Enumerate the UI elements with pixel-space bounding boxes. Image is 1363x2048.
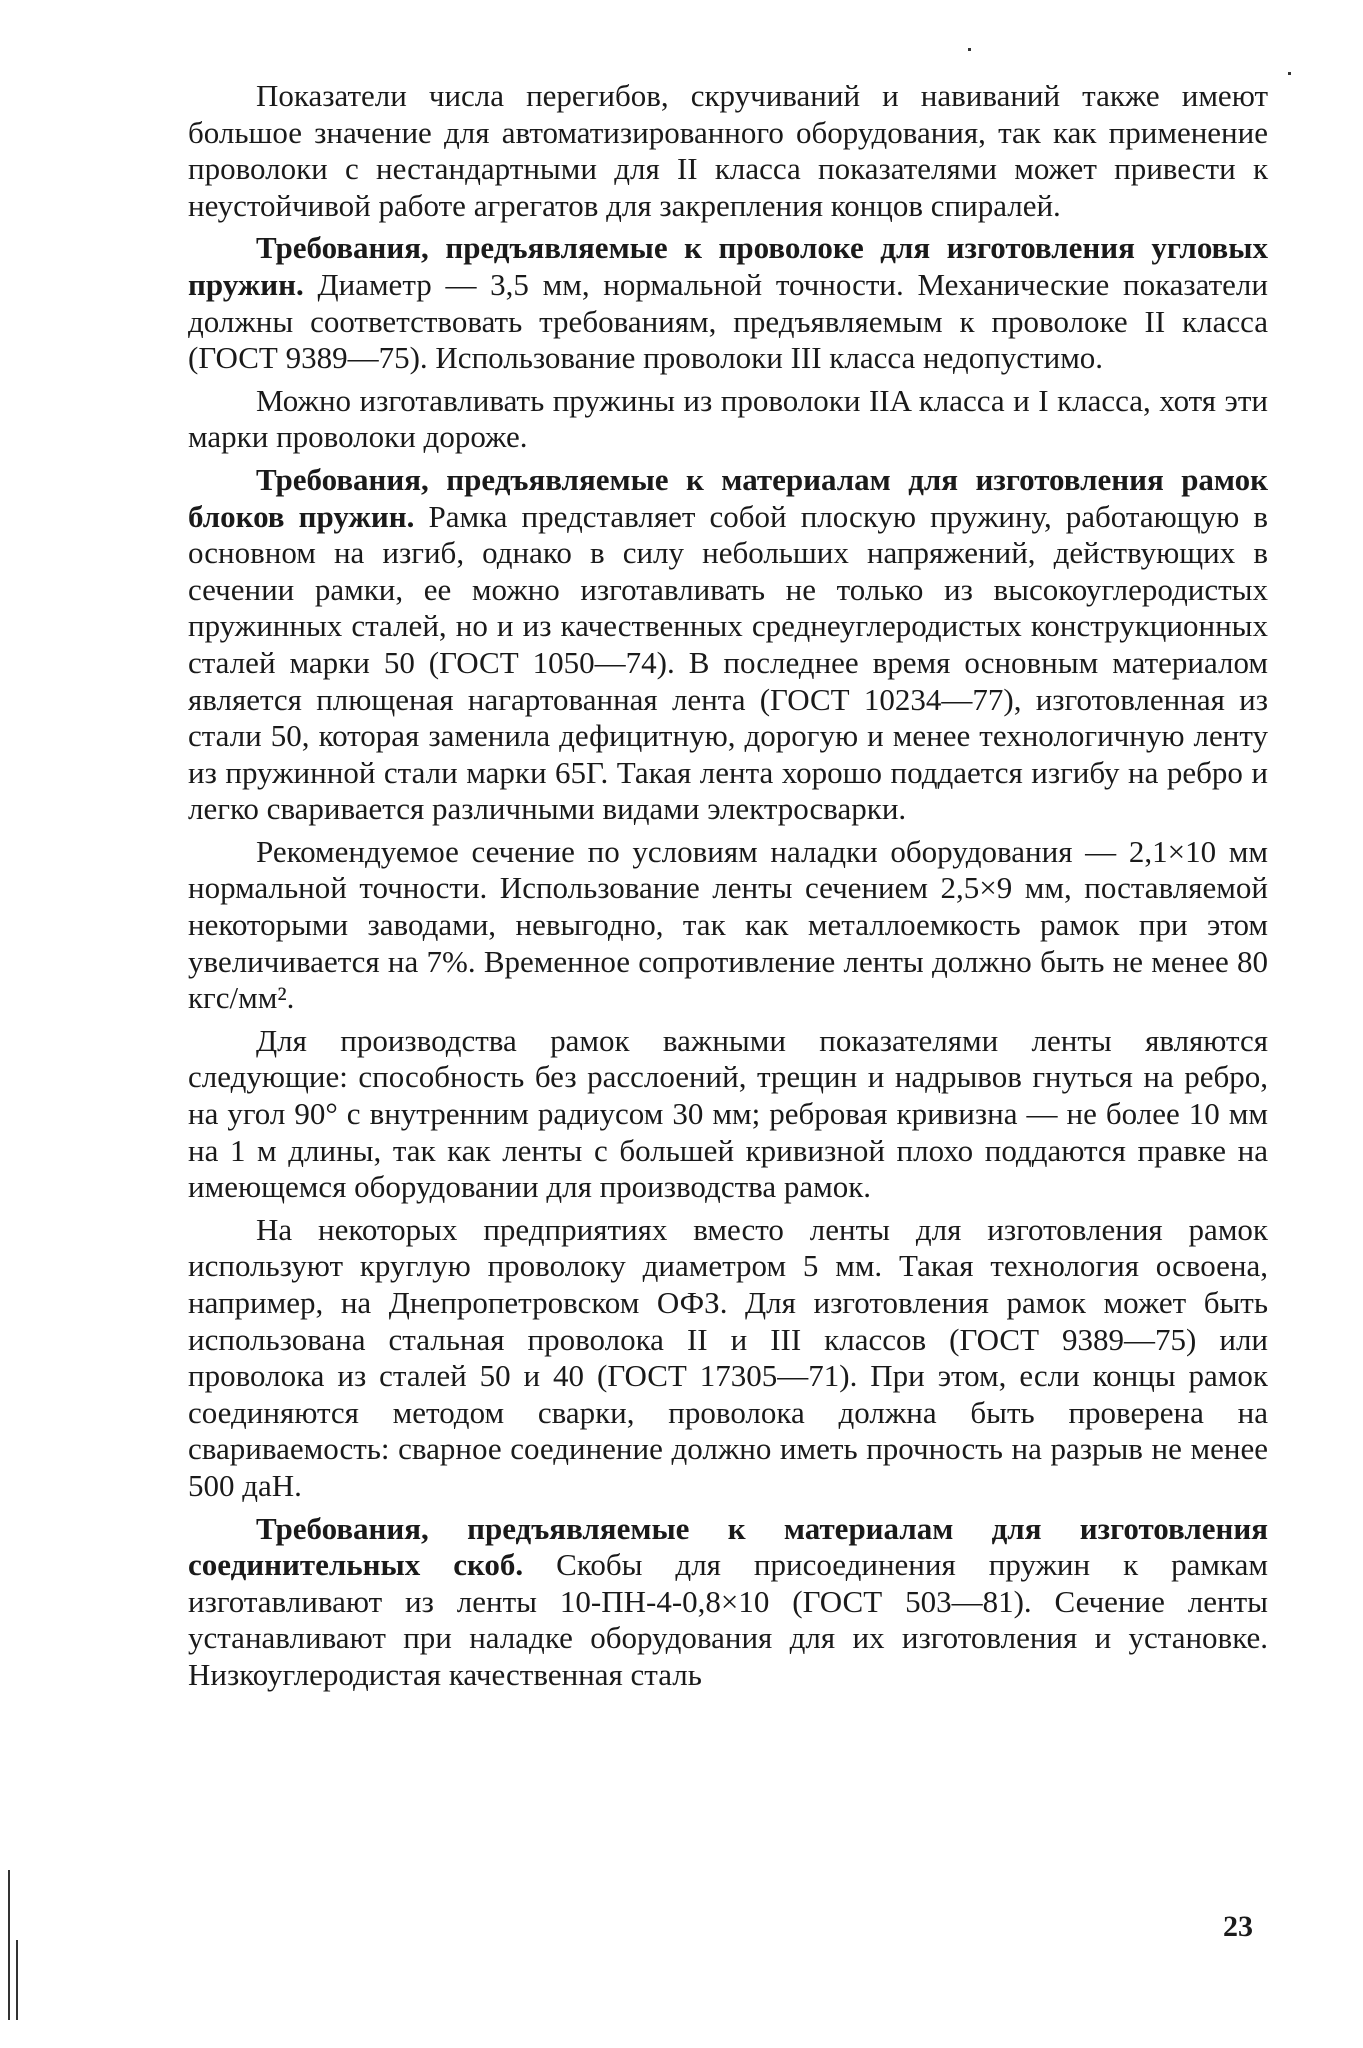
scan-margin-line: [16, 1940, 18, 2020]
paragraph-4-body: Рамка представляет собой плоскую пружину, работающую в основном на изгиб, однако в силу небольших напряжений, действующих в сечении рамки, ее можно изготавливать не только из высокоуглеродистых пружинных сталей, но и из качественных среднеуглеродистых конструкционных сталей марки 50 (ГОСТ 1050—74). В последнее время основным материалом является плющеная нагартованная лента (ГОСТ 10234—77), изготовленная из стали 50, которая заменила дефицитную, дорогую и менее технологичную ленту из пружинной стали марки 65Г. Такая лента хорошо поддается изгибу на ребро и легко сваривается различными видами электросварки.: [188, 498, 1268, 827]
paragraph-1: [188, 78, 1268, 224]
text-column: [188, 78, 1268, 1700]
paragraph-6: [188, 1023, 1268, 1206]
paragraph-6-body: Для производства рамок важными показателями ленты являются следующие: способность без расслоений, трещин и надрывов гнуться на ребро, на угол 90° с внутренним радиусом 30 мм; ребровая кривизна — не более 10 мм на 1 м длины, так как ленты с большей кривизной плохо поддаются правке на имеющемся оборудовании для производства рамок.: [188, 1022, 1268, 1205]
paragraph-8-body: Скобы для присоединения пружин к рамкам изготавливают из ленты 10-ПН-4-0,8×10 (ГОСТ 503—81). Сечение ленты устанавливают при наладке оборудования для их изготовления и установке. Низкоуглеродистая качественная сталь: [188, 1547, 1268, 1692]
paragraph-3: [188, 383, 1268, 456]
paragraph-1-body: Показатели числа перегибов, скручиваний и навиваний также имеют большое значение для автоматизированного оборудования, так как применение проволоки с нестандартными для II класса показателями может привести к неустойчивой работе агрегатов для закрепления концов спиралей.: [188, 78, 1268, 223]
paragraph-5: [188, 834, 1268, 1017]
scan-speck: [1288, 72, 1291, 75]
paragraph-7: [188, 1212, 1268, 1505]
paragraph-8: [188, 1511, 1268, 1694]
paragraph-7-body: На некоторых предприятиях вместо ленты для изготовления рамок используют круглую проволоку диаметром 5 мм. Такая технология освоена, например, на Днепропетровском ОФЗ. Для изготовления рамок может быть использована стальная проволока II и III классов (ГОСТ 9389—75) или проволока из сталей 50 и 40 (ГОСТ 17305—71). При этом, если концы рамок соединяются методом сварки, проволока должна быть проверена на свариваемость: сварное соединение должно иметь прочность на разрыв не менее 500 даН.: [188, 1211, 1268, 1503]
paragraph-2-body: Диаметр — 3,5 мм, нормальной точности. Механические показатели должны соответствовать требованиям, предъявляемым к проволоке II класса (ГОСТ 9389—75). Использование проволоки III класса недопустимо.: [188, 266, 1268, 376]
paragraph-5-body: Рекомендуемое сечение по условиям наладки оборудования — 2,1×10 мм нормальной точности. Использование ленты сечением 2,5×9 мм, поставляемой некоторыми заводами, невыгодно, так как металлоемкость рамок при этом увеличивается на 7%. Временное сопротивление ленты должно быть не менее 80 кгс/мм².: [188, 833, 1268, 1016]
paragraph-4: [188, 462, 1268, 828]
paragraph-2-heading: Требования, предъявляемые к проволоке для изготовления угловых пружин.: [188, 230, 1268, 302]
paragraph-4-heading: Требования, предъявляемые к материалам для изготовления рамок блоков пружин.: [188, 461, 1268, 534]
paragraph-3-body: Можно изготавливать пружины из проволоки IIA класса и I класса, хотя эти марки проволоки дороже.: [188, 382, 1268, 455]
page-number: 23: [1223, 1910, 1253, 1943]
scan-margin-line: [8, 1870, 10, 2020]
scan-speck: [968, 48, 971, 51]
paragraph-8-heading: Требования, предъявляемые к материалам для изготовления соединительных скоб.: [188, 1510, 1268, 1583]
paragraph-2: [188, 230, 1268, 376]
